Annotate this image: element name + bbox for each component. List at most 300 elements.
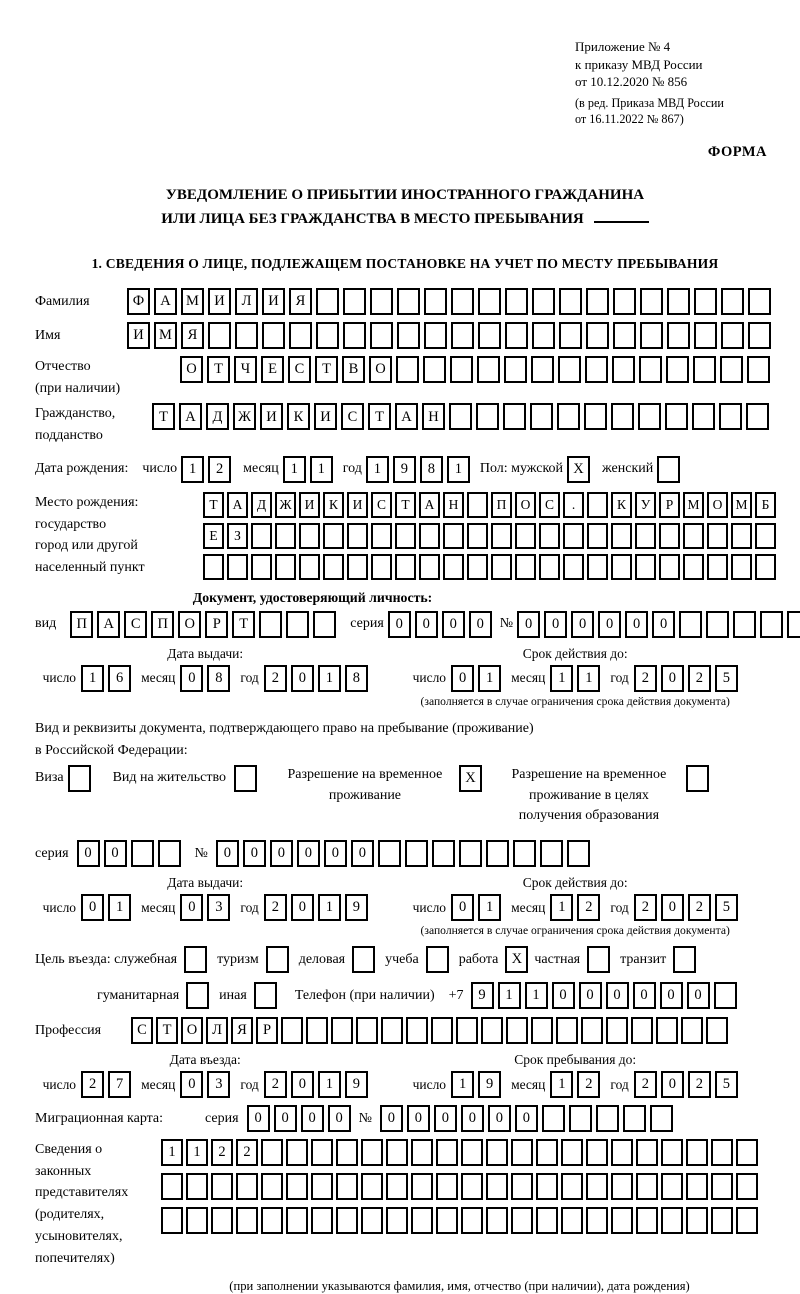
char-box[interactable] — [511, 1139, 533, 1166]
char-box[interactable]: Ф — [127, 288, 150, 315]
char-box[interactable] — [461, 1207, 483, 1234]
char-box[interactable] — [587, 554, 608, 580]
char-box[interactable] — [585, 356, 608, 383]
char-box[interactable] — [612, 356, 635, 383]
char-box[interactable]: 2 — [688, 1071, 711, 1098]
char-box[interactable] — [478, 288, 501, 315]
char-box[interactable] — [539, 554, 560, 580]
char-box[interactable]: 0 — [451, 894, 474, 921]
char-box[interactable] — [443, 523, 464, 549]
char-box[interactable]: А — [154, 288, 177, 315]
char-box[interactable] — [419, 523, 440, 549]
char-box[interactable]: М — [683, 492, 704, 518]
char-box[interactable] — [336, 1139, 358, 1166]
char-box[interactable] — [661, 1173, 683, 1200]
char-box[interactable] — [636, 1139, 658, 1166]
char-box[interactable] — [316, 288, 339, 315]
char-box[interactable]: Н — [443, 492, 464, 518]
char-box[interactable]: Ч — [234, 356, 257, 383]
char-box[interactable] — [436, 1207, 458, 1234]
char-box[interactable]: 0 — [247, 1105, 270, 1132]
char-box[interactable] — [596, 1105, 619, 1132]
char-box[interactable]: А — [227, 492, 248, 518]
char-box[interactable] — [286, 1139, 308, 1166]
checkbox[interactable] — [68, 765, 91, 792]
char-box[interactable] — [311, 1173, 333, 1200]
char-box[interactable]: Я — [289, 288, 312, 315]
char-box[interactable] — [361, 1173, 383, 1200]
checkbox[interactable] — [186, 982, 209, 1009]
char-box[interactable]: А — [419, 492, 440, 518]
char-box[interactable]: 3 — [207, 894, 230, 921]
char-box[interactable] — [631, 1017, 653, 1044]
char-box[interactable] — [419, 554, 440, 580]
char-box[interactable] — [299, 554, 320, 580]
char-box[interactable] — [235, 322, 258, 349]
char-box[interactable]: О — [180, 356, 203, 383]
char-box[interactable] — [711, 1207, 733, 1234]
char-box[interactable]: Т — [152, 403, 175, 430]
char-box[interactable]: 0 — [77, 840, 100, 867]
char-box[interactable]: 1 — [108, 894, 131, 921]
char-box[interactable] — [261, 1139, 283, 1166]
char-box[interactable] — [721, 322, 744, 349]
char-box[interactable] — [611, 523, 632, 549]
char-box[interactable] — [356, 1017, 378, 1044]
char-box[interactable]: 2 — [577, 894, 600, 921]
char-box[interactable] — [683, 523, 704, 549]
char-box[interactable]: П — [151, 611, 174, 638]
checkbox[interactable] — [234, 765, 257, 792]
char-box[interactable] — [450, 356, 473, 383]
checkbox[interactable] — [673, 946, 696, 973]
char-box[interactable]: 0 — [488, 1105, 511, 1132]
char-box[interactable] — [747, 356, 770, 383]
char-box[interactable] — [536, 1207, 558, 1234]
char-box[interactable]: Р — [256, 1017, 278, 1044]
char-box[interactable]: М — [154, 322, 177, 349]
char-box[interactable] — [559, 288, 582, 315]
char-box[interactable]: 0 — [660, 982, 683, 1009]
char-box[interactable] — [443, 554, 464, 580]
char-box[interactable] — [665, 403, 688, 430]
char-box[interactable] — [636, 1207, 658, 1234]
char-box[interactable]: С — [539, 492, 560, 518]
char-box[interactable] — [158, 840, 181, 867]
char-box[interactable]: 5 — [715, 665, 738, 692]
char-box[interactable]: 1 — [478, 894, 501, 921]
char-box[interactable] — [586, 288, 609, 315]
char-box[interactable] — [481, 1017, 503, 1044]
char-box[interactable] — [587, 523, 608, 549]
char-box[interactable]: . — [563, 492, 584, 518]
char-box[interactable]: 0 — [216, 840, 239, 867]
char-box[interactable]: 0 — [297, 840, 320, 867]
char-box[interactable]: 0 — [434, 1105, 457, 1132]
checkbox[interactable] — [184, 946, 207, 973]
char-box[interactable]: 0 — [351, 840, 374, 867]
char-box[interactable] — [336, 1173, 358, 1200]
char-box[interactable]: 0 — [661, 1071, 684, 1098]
char-box[interactable] — [540, 840, 563, 867]
char-box[interactable]: И — [314, 403, 337, 430]
char-box[interactable] — [683, 554, 704, 580]
char-box[interactable] — [532, 322, 555, 349]
checkbox[interactable] — [254, 982, 277, 1009]
char-box[interactable]: 1 — [318, 665, 341, 692]
char-box[interactable] — [275, 554, 296, 580]
char-box[interactable]: К — [287, 403, 310, 430]
char-box[interactable] — [436, 1139, 458, 1166]
char-box[interactable] — [451, 288, 474, 315]
char-box[interactable] — [667, 322, 690, 349]
char-box[interactable]: 0 — [274, 1105, 297, 1132]
char-box[interactable] — [323, 523, 344, 549]
char-box[interactable]: 1 — [478, 665, 501, 692]
char-box[interactable] — [251, 523, 272, 549]
char-box[interactable]: 0 — [270, 840, 293, 867]
char-box[interactable] — [281, 1017, 303, 1044]
char-box[interactable]: 9 — [471, 982, 494, 1009]
checkbox[interactable]: X — [505, 946, 528, 973]
char-box[interactable] — [542, 1105, 565, 1132]
char-box[interactable]: 9 — [478, 1071, 501, 1098]
char-box[interactable]: 8 — [345, 665, 368, 692]
char-box[interactable] — [755, 554, 776, 580]
char-box[interactable] — [635, 554, 656, 580]
char-box[interactable] — [361, 1139, 383, 1166]
char-box[interactable]: 8 — [207, 665, 230, 692]
char-box[interactable] — [227, 554, 248, 580]
char-box[interactable]: 2 — [688, 665, 711, 692]
char-box[interactable]: 2 — [236, 1139, 258, 1166]
char-box[interactable]: 9 — [393, 456, 416, 483]
char-box[interactable]: 1 — [161, 1139, 183, 1166]
char-box[interactable] — [411, 1207, 433, 1234]
char-box[interactable]: 0 — [104, 840, 127, 867]
char-box[interactable] — [558, 356, 581, 383]
char-box[interactable] — [275, 523, 296, 549]
char-box[interactable]: 0 — [324, 840, 347, 867]
checkbox[interactable] — [426, 946, 449, 973]
char-box[interactable]: 0 — [442, 611, 465, 638]
char-box[interactable] — [504, 356, 527, 383]
char-box[interactable] — [561, 1139, 583, 1166]
char-box[interactable] — [361, 1207, 383, 1234]
char-box[interactable] — [714, 982, 737, 1009]
char-box[interactable] — [211, 1207, 233, 1234]
char-box[interactable]: Е — [203, 523, 224, 549]
char-box[interactable]: 1 — [550, 665, 573, 692]
checkbox[interactable] — [266, 946, 289, 973]
char-box[interactable] — [606, 1017, 628, 1044]
char-box[interactable] — [567, 840, 590, 867]
char-box[interactable]: 0 — [180, 665, 203, 692]
char-box[interactable]: 5 — [715, 894, 738, 921]
char-box[interactable]: 9 — [345, 894, 368, 921]
char-box[interactable] — [313, 611, 336, 638]
checkbox[interactable] — [352, 946, 375, 973]
char-box[interactable]: 0 — [606, 982, 629, 1009]
char-box[interactable] — [720, 356, 743, 383]
char-box[interactable] — [711, 1139, 733, 1166]
char-box[interactable]: 0 — [380, 1105, 403, 1132]
char-box[interactable] — [638, 403, 661, 430]
char-box[interactable] — [395, 554, 416, 580]
char-box[interactable]: Я — [181, 322, 204, 349]
char-box[interactable]: 0 — [579, 982, 602, 1009]
char-box[interactable] — [331, 1017, 353, 1044]
char-box[interactable] — [515, 523, 536, 549]
char-box[interactable]: 1 — [525, 982, 548, 1009]
char-box[interactable] — [694, 288, 717, 315]
char-box[interactable]: 1 — [550, 894, 573, 921]
char-box[interactable] — [611, 554, 632, 580]
char-box[interactable]: Н — [422, 403, 445, 430]
char-box[interactable]: 0 — [415, 611, 438, 638]
char-box[interactable]: 2 — [634, 665, 657, 692]
char-box[interactable] — [511, 1173, 533, 1200]
char-box[interactable] — [731, 554, 752, 580]
char-box[interactable]: 3 — [207, 1071, 230, 1098]
char-box[interactable]: Ж — [275, 492, 296, 518]
char-box[interactable]: Б — [755, 492, 776, 518]
char-box[interactable] — [486, 1207, 508, 1234]
char-box[interactable] — [386, 1207, 408, 1234]
char-box[interactable]: 2 — [688, 894, 711, 921]
char-box[interactable]: Л — [235, 288, 258, 315]
char-box[interactable] — [506, 1017, 528, 1044]
char-box[interactable] — [236, 1173, 258, 1200]
char-box[interactable] — [386, 1173, 408, 1200]
char-box[interactable]: Д — [251, 492, 272, 518]
char-box[interactable]: 1 — [366, 456, 389, 483]
char-box[interactable] — [424, 322, 447, 349]
char-box[interactable] — [261, 1173, 283, 1200]
char-box[interactable] — [787, 611, 800, 638]
char-box[interactable]: С — [288, 356, 311, 383]
char-box[interactable] — [659, 554, 680, 580]
char-box[interactable]: С — [371, 492, 392, 518]
char-box[interactable] — [656, 1017, 678, 1044]
char-box[interactable]: П — [491, 492, 512, 518]
char-box[interactable] — [539, 523, 560, 549]
char-box[interactable] — [611, 1173, 633, 1200]
char-box[interactable] — [513, 840, 536, 867]
char-box[interactable] — [289, 322, 312, 349]
char-box[interactable] — [736, 1173, 758, 1200]
char-box[interactable] — [635, 523, 656, 549]
char-box[interactable] — [746, 403, 769, 430]
char-box[interactable]: 8 — [420, 456, 443, 483]
char-box[interactable]: 1 — [283, 456, 306, 483]
char-box[interactable] — [370, 288, 393, 315]
char-box[interactable] — [531, 1017, 553, 1044]
char-box[interactable]: 0 — [81, 894, 104, 921]
char-box[interactable]: 0 — [180, 894, 203, 921]
char-box[interactable] — [505, 288, 528, 315]
char-box[interactable] — [261, 1207, 283, 1234]
char-box[interactable]: 0 — [451, 665, 474, 692]
char-box[interactable] — [386, 1139, 408, 1166]
char-box[interactable] — [431, 1017, 453, 1044]
char-box[interactable]: 0 — [571, 611, 594, 638]
char-box[interactable]: О — [181, 1017, 203, 1044]
char-box[interactable] — [640, 322, 663, 349]
char-box[interactable] — [343, 288, 366, 315]
char-box[interactable] — [639, 356, 662, 383]
char-box[interactable] — [587, 492, 608, 518]
char-box[interactable] — [530, 403, 553, 430]
checkbox[interactable] — [657, 456, 680, 483]
char-box[interactable]: Ж — [233, 403, 256, 430]
char-box[interactable]: 0 — [469, 611, 492, 638]
char-box[interactable]: 0 — [598, 611, 621, 638]
checkbox[interactable]: X — [459, 765, 482, 792]
char-box[interactable] — [736, 1207, 758, 1234]
char-box[interactable]: О — [178, 611, 201, 638]
char-box[interactable]: 2 — [634, 1071, 657, 1098]
char-box[interactable] — [467, 492, 488, 518]
char-box[interactable]: К — [611, 492, 632, 518]
char-box[interactable]: 0 — [661, 665, 684, 692]
char-box[interactable] — [503, 403, 526, 430]
char-box[interactable] — [381, 1017, 403, 1044]
char-box[interactable] — [397, 322, 420, 349]
char-box[interactable] — [203, 554, 224, 580]
char-box[interactable] — [557, 403, 580, 430]
char-box[interactable] — [347, 523, 368, 549]
char-box[interactable]: Р — [659, 492, 680, 518]
char-box[interactable]: 2 — [264, 1071, 287, 1098]
char-box[interactable] — [640, 288, 663, 315]
char-box[interactable] — [395, 523, 416, 549]
char-box[interactable] — [563, 554, 584, 580]
char-box[interactable]: Я — [231, 1017, 253, 1044]
char-box[interactable] — [461, 1173, 483, 1200]
char-box[interactable] — [586, 322, 609, 349]
char-box[interactable] — [686, 1207, 708, 1234]
char-box[interactable]: О — [369, 356, 392, 383]
char-box[interactable]: Т — [156, 1017, 178, 1044]
char-box[interactable] — [286, 1207, 308, 1234]
char-box[interactable] — [681, 1017, 703, 1044]
char-box[interactable] — [486, 1139, 508, 1166]
char-box[interactable] — [432, 840, 455, 867]
char-box[interactable] — [613, 288, 636, 315]
char-box[interactable] — [161, 1173, 183, 1200]
char-box[interactable] — [371, 523, 392, 549]
char-box[interactable] — [486, 840, 509, 867]
char-box[interactable]: О — [515, 492, 536, 518]
char-box[interactable]: 1 — [447, 456, 470, 483]
char-box[interactable]: 1 — [498, 982, 521, 1009]
char-box[interactable] — [760, 611, 783, 638]
char-box[interactable] — [396, 356, 419, 383]
char-box[interactable]: 1 — [577, 665, 600, 692]
char-box[interactable] — [694, 322, 717, 349]
char-box[interactable] — [686, 1173, 708, 1200]
char-box[interactable]: 0 — [291, 894, 314, 921]
char-box[interactable]: А — [97, 611, 120, 638]
char-box[interactable]: 2 — [211, 1139, 233, 1166]
char-box[interactable]: 0 — [301, 1105, 324, 1132]
char-box[interactable]: И — [299, 492, 320, 518]
char-box[interactable]: Т — [232, 611, 255, 638]
char-box[interactable] — [721, 288, 744, 315]
char-box[interactable]: И — [127, 322, 150, 349]
char-box[interactable] — [262, 322, 285, 349]
char-box[interactable] — [611, 1139, 633, 1166]
char-box[interactable] — [491, 554, 512, 580]
char-box[interactable]: 5 — [715, 1071, 738, 1098]
char-box[interactable] — [515, 554, 536, 580]
char-box[interactable] — [371, 554, 392, 580]
char-box[interactable] — [467, 523, 488, 549]
char-box[interactable]: 0 — [544, 611, 567, 638]
char-box[interactable] — [397, 288, 420, 315]
char-box[interactable]: 2 — [634, 894, 657, 921]
char-box[interactable] — [423, 356, 446, 383]
char-box[interactable] — [693, 356, 716, 383]
char-box[interactable]: И — [262, 288, 285, 315]
char-box[interactable] — [131, 840, 154, 867]
char-box[interactable] — [686, 1139, 708, 1166]
char-box[interactable] — [161, 1207, 183, 1234]
char-box[interactable] — [755, 523, 776, 549]
char-box[interactable]: Т — [368, 403, 391, 430]
char-box[interactable] — [561, 1207, 583, 1234]
char-box[interactable]: З — [227, 523, 248, 549]
char-box[interactable] — [456, 1017, 478, 1044]
char-box[interactable] — [531, 356, 554, 383]
char-box[interactable]: 1 — [181, 456, 204, 483]
char-box[interactable] — [586, 1139, 608, 1166]
char-box[interactable]: 0 — [328, 1105, 351, 1132]
char-box[interactable]: В — [342, 356, 365, 383]
char-box[interactable]: 0 — [661, 894, 684, 921]
char-box[interactable] — [306, 1017, 328, 1044]
char-box[interactable]: 1 — [81, 665, 104, 692]
char-box[interactable]: А — [395, 403, 418, 430]
char-box[interactable] — [505, 322, 528, 349]
char-box[interactable] — [536, 1173, 558, 1200]
char-box[interactable] — [405, 840, 428, 867]
char-box[interactable]: 2 — [264, 665, 287, 692]
char-box[interactable]: А — [179, 403, 202, 430]
char-box[interactable] — [370, 322, 393, 349]
char-box[interactable] — [611, 403, 634, 430]
char-box[interactable] — [486, 1173, 508, 1200]
char-box[interactable] — [311, 1207, 333, 1234]
char-box[interactable]: 1 — [310, 456, 333, 483]
char-box[interactable] — [692, 403, 715, 430]
char-box[interactable] — [316, 322, 339, 349]
char-box[interactable] — [661, 1207, 683, 1234]
checkbox[interactable]: X — [567, 456, 590, 483]
char-box[interactable]: 0 — [243, 840, 266, 867]
char-box[interactable] — [636, 1173, 658, 1200]
char-box[interactable]: 1 — [451, 1071, 474, 1098]
char-box[interactable] — [731, 523, 752, 549]
char-box[interactable]: М — [181, 288, 204, 315]
char-box[interactable] — [536, 1139, 558, 1166]
char-box[interactable] — [707, 554, 728, 580]
char-box[interactable]: 6 — [108, 665, 131, 692]
char-box[interactable] — [748, 288, 771, 315]
char-box[interactable] — [706, 611, 729, 638]
char-box[interactable]: И — [260, 403, 283, 430]
